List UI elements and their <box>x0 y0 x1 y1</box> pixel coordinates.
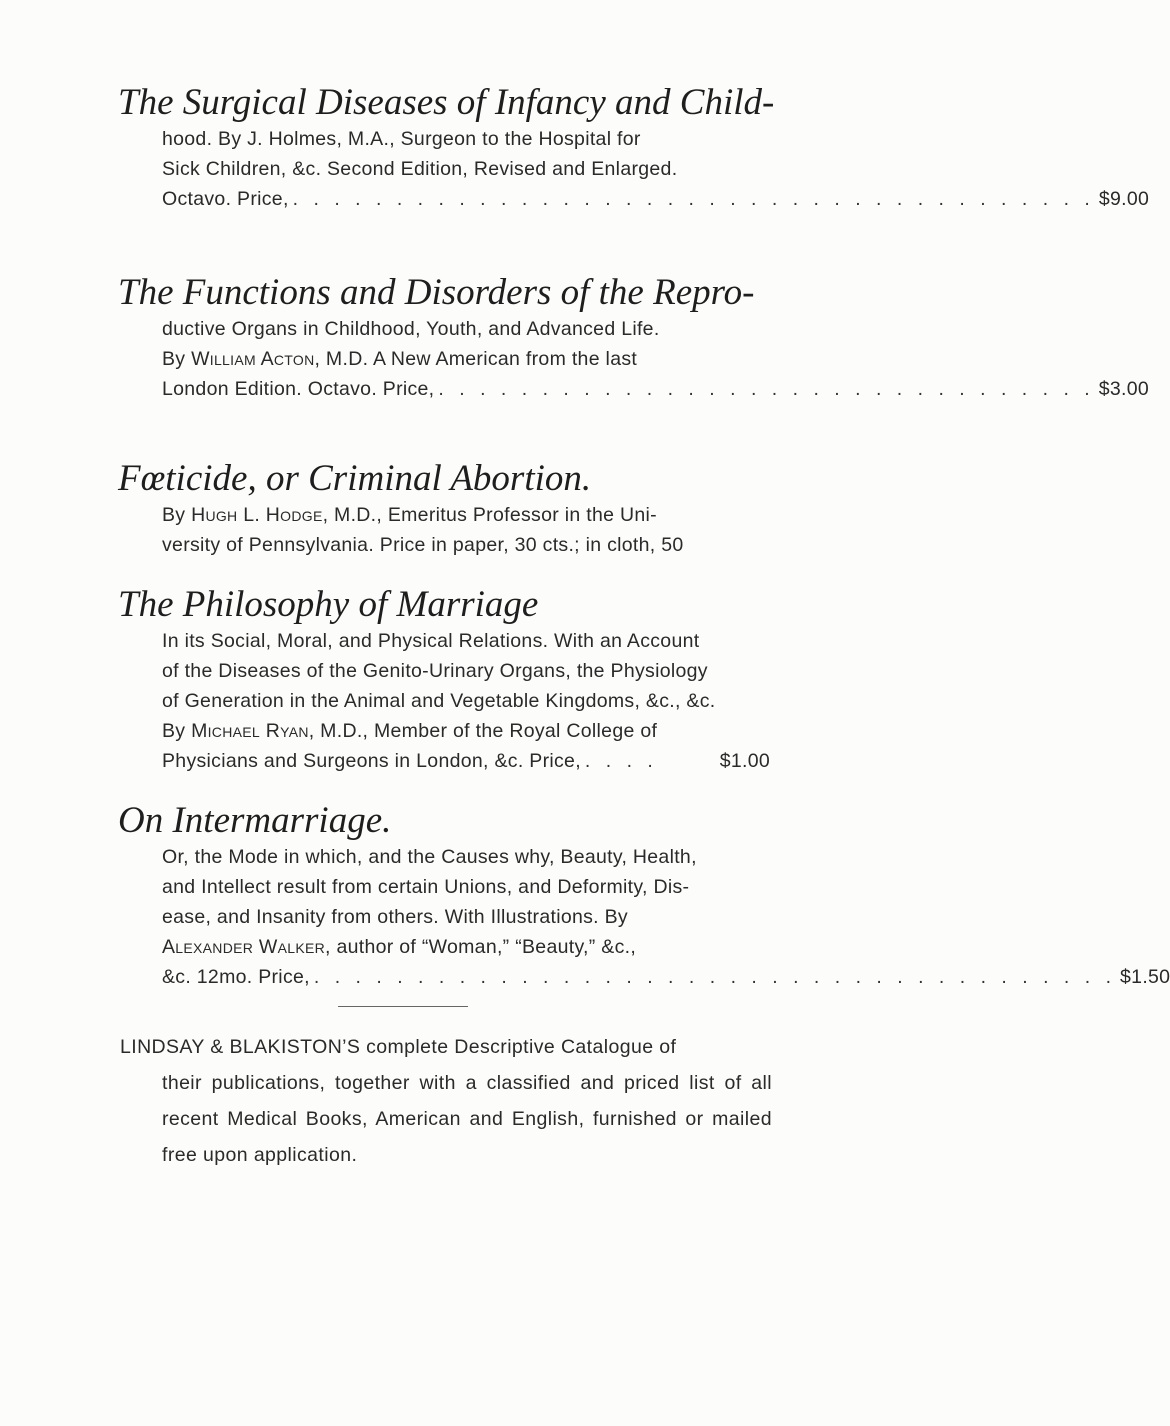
price-lead-text: London Edition. Octavo. Price, <box>162 378 435 400</box>
book-description-line: hood. By J. Holmes, M.A., Surgeon to the Hospital for <box>162 128 641 150</box>
book-entry-philosophy-marriage <box>120 584 770 776</box>
book-description-line: By Michael Ryan, M.D., Member of the Royal College of <box>162 720 658 742</box>
book-description-line: Sick Children, &c. Second Edition, Revised and Enlarged. <box>162 158 678 180</box>
catalogue-notice <box>120 1029 772 1173</box>
catalogue-first-line: LINDSAY & BLAKISTON’S complete Descriptive Catalogue of <box>120 1036 677 1058</box>
book-description-line: By William Acton, M.D. A New American from the last <box>162 348 638 370</box>
book-description-line: In its Social, Moral, and Physical Relations. With an Account <box>162 630 700 652</box>
book-title: The Philosophy of Marriage <box>118 584 539 625</box>
book-price: $9.00 <box>1098 188 1150 210</box>
book-description-line: By Hugh L. Hodge, M.D., Emeritus Professor in the Uni- <box>162 504 657 526</box>
book-description-line: Alexander Walker, author of “Woman,” “Beauty,” &c., <box>162 936 637 958</box>
book-description-line: of Generation in the Animal and Vegetable Kingdoms, &c., &c. <box>162 690 716 712</box>
book-description-line: and Intellect result from certain Unions, and Deformity, Dis- <box>162 876 690 898</box>
book-price: $1.50 <box>1120 966 1170 988</box>
book-description-line: of the Diseases of the Genito-Urinary Organs, the Physiology <box>162 660 708 682</box>
book-price-line: Octavo. Price, . . . . . . . . . . . . . . . . . . . . . . . . . . . . . . . . . . . . . . . $9.00 <box>162 184 770 214</box>
book-description-line: versity of Pennsylvania. Price in paper, 30 cts.; in cloth, 50 <box>162 534 684 556</box>
price-lead-text: &c. 12mo. Price, <box>162 966 310 988</box>
book-title: On Intermarriage. <box>118 800 392 841</box>
book-price-line: London Edition. Octavo. Price, . . . . . . . . . . . . . . . . . . . . . . . . . . . . . . . . $3.00 <box>162 374 770 404</box>
book-title: Fœticide, or Criminal Abortion. <box>118 458 592 499</box>
book-entry-intermarriage <box>118 800 1170 992</box>
book-description-line: ductive Organs in Childhood, Youth, and Advanced Life. <box>162 318 660 340</box>
book-price-line: Physicians and Surgeons in London, &c. Price, . . . . $1.00 <box>162 746 770 776</box>
book-title: The Functions and Disorders of the Repro- <box>118 272 755 313</box>
book-description-line: Or, the Mode in which, and the Causes why, Beauty, Health, <box>162 846 697 868</box>
book-title: The Surgical Diseases of Infancy and Child- <box>118 82 775 123</box>
book-price: $1.00 <box>719 750 770 772</box>
book-description-line: ease, and Insanity from others. With Illustrations. By <box>162 906 628 928</box>
price-lead-text: Octavo. Price, <box>162 188 289 210</box>
book-entry-functions-disorders <box>118 272 1150 404</box>
book-entry-foeticide <box>120 458 770 560</box>
catalogue-text: their publications, together with a classified and priced list of all recent Medical Books, American and English, furnished or mailed free upon application. <box>162 1072 772 1166</box>
section-divider <box>338 1006 468 1007</box>
book-price: $3.00 <box>1098 378 1150 400</box>
book-entry-surgical-diseases <box>118 82 1150 214</box>
book-price-line: &c. 12mo. Price, . . . . . . . . . . . . . . . . . . . . . . . . . . . . . . . . . . . . . . . $1.50 <box>162 962 770 992</box>
price-lead-text: Physicians and Surgeons in London, &c. Price, <box>162 750 581 772</box>
